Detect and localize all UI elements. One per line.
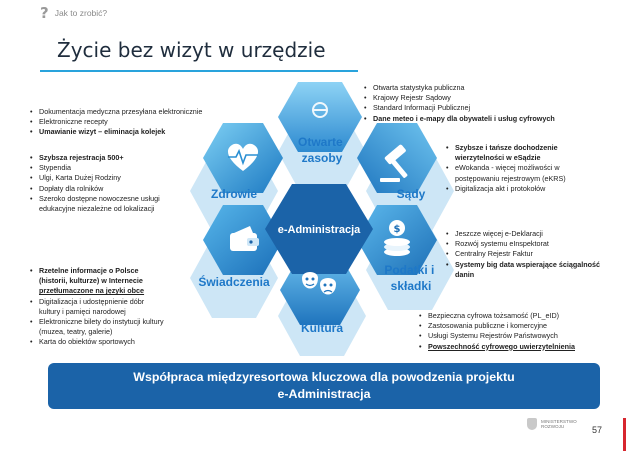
page-title: Życie bez wizyt w urzędzie [57, 38, 326, 62]
footer-line-1: Współpraca międzyresortowa kluczowa dla powodzenia projektu [133, 370, 515, 384]
svg-text:$: $ [393, 224, 401, 235]
list-item: wierzytelności w eSądzie [455, 153, 541, 163]
list-item: • Szeroko dostępne nowoczesne usługi [30, 194, 210, 204]
list-item: • Usługi Systemu Rejestrów Państwowych [419, 331, 619, 341]
list-item: • Rzetelne informacje o Polsce [30, 266, 215, 276]
hex-label-sady: Sądy [396, 187, 426, 201]
list-item: • Elektroniczne recepty [30, 117, 230, 127]
list-item: • Krajowy Rejestr Sądowy [364, 93, 614, 103]
list-item: • Dopłaty dla rolników [30, 184, 210, 194]
list-item: • Elektroniczne bilety do instytucji kultury [30, 317, 215, 327]
list-item: (muzea, teatry, galerie) [39, 327, 113, 337]
center-label: e-Administracja [277, 224, 361, 236]
list-item: • Jeszcze więcej e-Deklaracji [446, 229, 621, 239]
list-item: • Umawianie wizyt – eliminacja kolejek [30, 127, 230, 137]
ministry-name: MINISTERSTWO ROZWOJU [541, 418, 577, 429]
footer-line-2: e-Administracja [277, 387, 371, 401]
list-item: • Centralny Rejestr Faktur [446, 249, 621, 259]
list-item: przetłumaczone na języki obce [39, 286, 145, 296]
list-health [30, 107, 230, 138]
list-item: • Standard Informacji Publicznej [364, 103, 614, 113]
list-item: edukacyjne niezależne od lokalizacji [39, 204, 155, 214]
list-taxes [446, 229, 621, 280]
list-item: • Dokumentacja medyczna przesyłana elektronicznie [30, 107, 230, 117]
list-item: • Rozwój systemu eInspektorat [446, 239, 621, 249]
page-number: 57 [592, 425, 603, 435]
hex-label-swiadczenia: Świadczenia [198, 275, 270, 289]
list-item: • Digitalizacja akt i protokołów [446, 184, 616, 194]
question-mark-icon: ? [40, 4, 49, 22]
list-item: danin [455, 269, 475, 279]
section-label: Jak to zrobić? [54, 8, 108, 18]
list-identity [419, 311, 619, 352]
list-item: • Karta do obiektów sportowych [30, 337, 215, 347]
list-item: • Powszechność cyfrowego uwierzytelnienia [419, 342, 619, 352]
hex-label-kultura: Kultura [301, 321, 343, 335]
list-item: kultury i pamięci narodowej [39, 306, 126, 316]
list-item: • Bezpieczna cyfrowa tożsamość (PL_eID) [419, 311, 619, 321]
list-item: • Szybsze i tańsze dochodzenie [446, 143, 616, 153]
list-item: (historii, kulturze) w Internecie [39, 276, 143, 286]
list-item: • Digitalizacja i udostępnienie dóbr [30, 297, 215, 307]
list-open-data [364, 83, 614, 124]
list-benefits [30, 153, 210, 214]
list-item: • Dane meteo i e-mapy dla obywateli i usług cyfrowych [364, 114, 614, 124]
ministry-logo [527, 418, 577, 430]
list-culture [30, 266, 215, 348]
list-courts [446, 143, 616, 194]
footer-banner [48, 363, 600, 409]
list-item: • Stypendia [30, 163, 210, 173]
list-item: • Otwarta statystyka publiczna [364, 83, 614, 93]
list-item: • Ulgi, Karta Dużej Rodziny [30, 173, 210, 183]
eagle-emblem-icon [527, 418, 537, 430]
list-item: • Zastosowania publiczne i komercyjne [419, 321, 619, 331]
hex-label-podatki: Podatki i składki [384, 263, 435, 293]
hex-label-otwarte: Otwarte zasoby [297, 135, 343, 165]
list-item: • eWokanda - więcej możliwości w [446, 163, 616, 173]
hex-label-zdrowie: Zdrowie [210, 187, 258, 201]
accent-bar [623, 418, 626, 451]
list-item: • Szybsza rejestracja 500+ [30, 153, 210, 163]
list-item: • Systemy big data wspierające ściągalność [446, 260, 621, 270]
list-item: postępowaniu rejestrowym (eKRS) [455, 173, 566, 183]
